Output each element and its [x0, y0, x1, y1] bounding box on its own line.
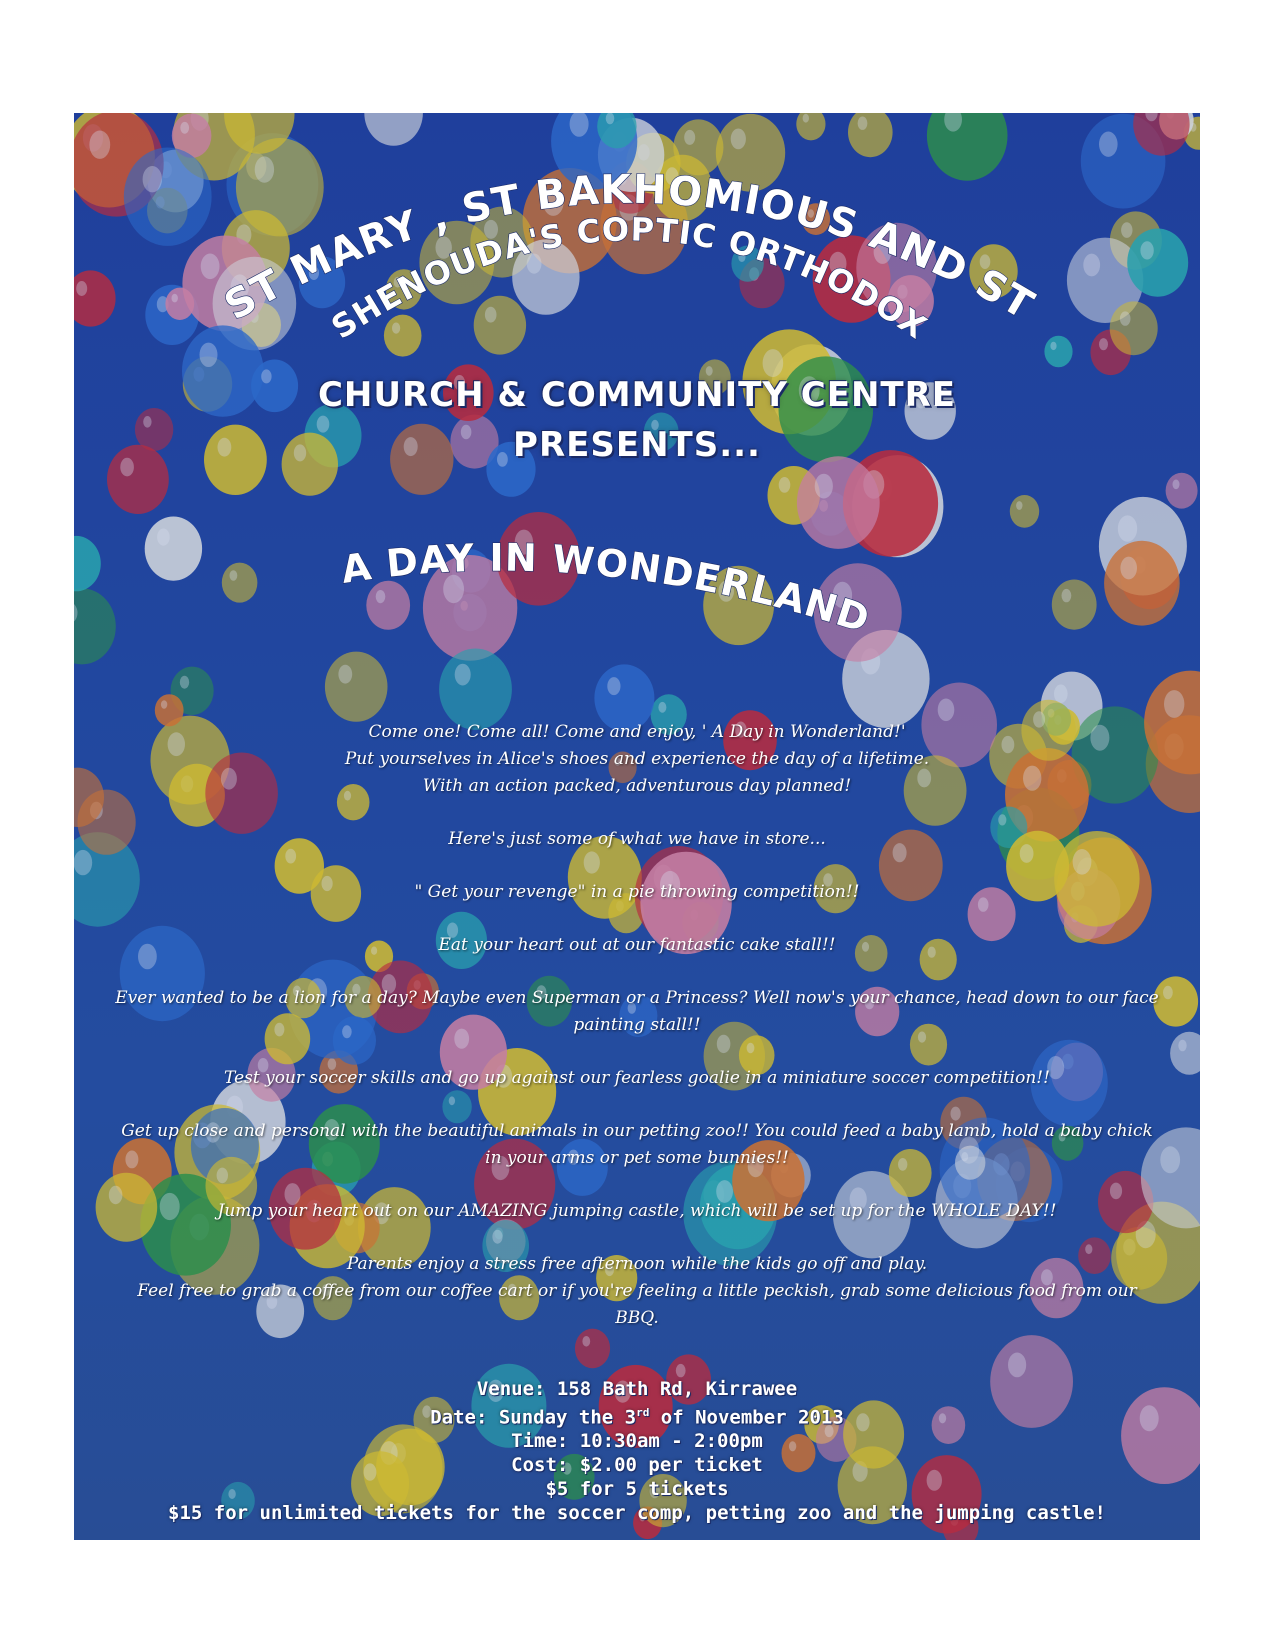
event-title-text: A DAY IN WONDERLAND — [338, 535, 876, 642]
presents-line: PRESENTS... — [513, 425, 761, 465]
church-name-line-1-text: ST MARY , ST BAKHOMIOUS AND ST — [216, 166, 1042, 330]
date-prefix: Date: Sunday the 3 — [430, 1406, 637, 1429]
church-name-line-3: CHURCH & COMMUNITY CENTRE — [317, 375, 957, 415]
activity-cake-stall: Eat your heart out at our fantastic cake stall!! — [438, 935, 836, 955]
event-description — [74, 719, 1200, 1332]
activity-face-painting: Ever wanted to be a lion for a day? Maybe even Superman or a Princess? Well now's your chance, head down to our face painting stall!! — [115, 988, 1159, 1035]
activity-pie-throwing: " Get your revenge" in a pie throwing competition!! — [414, 882, 860, 902]
parents-line: Feel free to grab a coffee from our coffee cart or if you're feeling a little peckish, grab some delicious food from our BBQ. — [137, 1281, 1137, 1328]
flyer — [74, 113, 1200, 1540]
intro-line: Come one! Come all! Come and enjoy, ' A Day in Wonderland!' — [368, 722, 906, 742]
cost: Cost: $2.00 per ticket — [511, 1454, 763, 1477]
store-heading: Here's just some of what we have in store... — [448, 829, 826, 849]
date-suffix: of November 2013 — [649, 1406, 844, 1429]
event-title — [338, 536, 875, 642]
activity-jumping-castle: Jump your heart out on our AMAZING jumping castle, which will be set up for the WHOLE DAY!! — [217, 1201, 1057, 1221]
activity-soccer: Test your soccer skills and go up against our fearless goalie in a miniature soccer competition!! — [224, 1068, 1050, 1088]
venue: Venue: 158 Bath Rd, Kirrawee — [476, 1378, 798, 1400]
activity-petting-zoo: Get up close and personal with the beautiful animals in our petting zoo!! You could feed a baby lamb, hold a baby chick in your arms or pet some bunnies!! — [121, 1121, 1153, 1168]
time: Time: 10:30am - 2:00pm — [511, 1430, 763, 1453]
intro-line: Put yourselves in Alice's shoes and experience the day of a lifetime. — [344, 749, 930, 769]
intro-line: With an action packed, adventurous day planned! — [422, 776, 852, 796]
date — [74, 1401, 1200, 1429]
date-ordinal: rd — [636, 1406, 650, 1419]
church-name-line-2-text: SHENOUDA'S COPTIC ORTHODOX — [324, 210, 934, 347]
unlimited-tickets-price: $15 for unlimited tickets for the soccer comp, petting zoo and the jumping castle! — [168, 1502, 1106, 1525]
intro-paragraph — [74, 719, 1200, 800]
event-details — [74, 1377, 1200, 1525]
five-tickets-price: $5 for 5 tickets — [545, 1478, 729, 1501]
parents-line: Parents enjoy a stress free afternoon while the kids go off and play. — [346, 1254, 928, 1274]
